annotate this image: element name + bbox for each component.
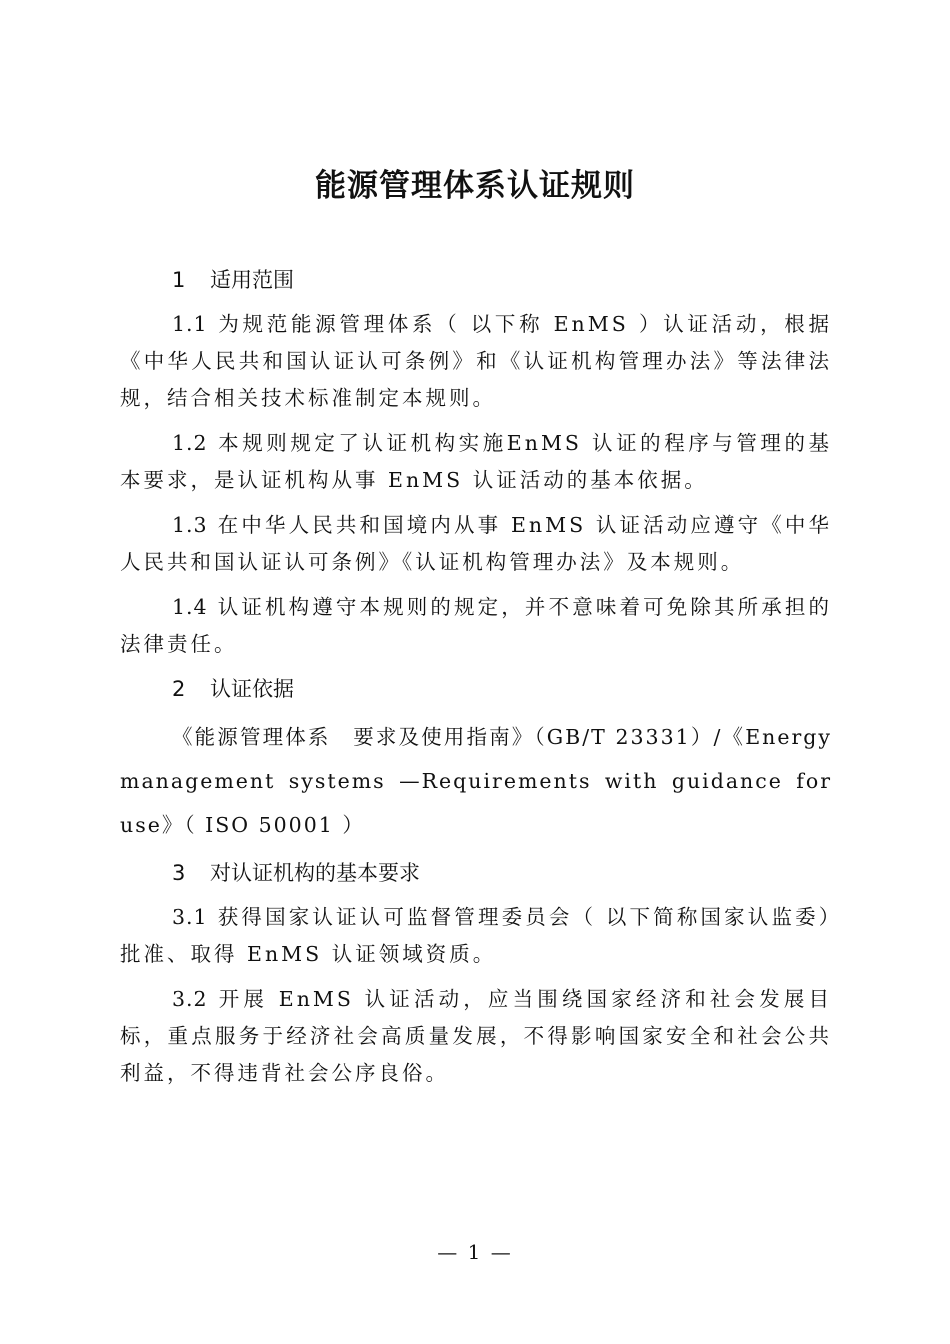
paragraph-number: 1.1 (172, 312, 208, 336)
paragraph-text: 在中华人民共和国境内从事 EnMS 认证活动应遵守《中华人民共和国认证认可条例》《认证机构管理办法》及本规则。 (120, 513, 832, 574)
paragraph-3-2 (120, 981, 832, 1092)
section-title: 适用范围 (210, 268, 294, 292)
section-title: 认证依据 (210, 677, 294, 701)
paragraph-number: 1.3 (172, 513, 208, 537)
page-number: — 1 — (437, 1240, 513, 1264)
paragraph-1-2 (120, 425, 832, 499)
section-heading-1 (120, 262, 832, 298)
paragraph-text: 为规范能源管理体系（ 以下称 EnMS ）认证活动，根据《中华人民共和国认证认可条例》和《认证机构管理办法》等法律法规，结合相关技术标准制定本规则。 (120, 312, 832, 410)
section-title: 对认证机构的基本要求 (210, 861, 420, 885)
paragraph-1-1 (120, 306, 832, 417)
certification-basis-text: 《能源管理体系 要求及使用指南》（GB/T 23331）/《Energy management systems —Requirements with guidance for use》（ ISO 50001 ） (120, 725, 832, 837)
paragraph-number: 3.2 (172, 987, 208, 1011)
paragraph-3-1 (120, 899, 832, 973)
paragraph-1-3 (120, 507, 832, 581)
paragraph-number: 1.2 (172, 431, 208, 455)
paragraph-text: 本规则规定了认证机构实施EnMS 认证的程序与管理的基本要求，是认证机构从事 EnMS 认证活动的基本依据。 (120, 431, 832, 492)
paragraph-number: 1.4 (172, 595, 208, 619)
section-number: 1 (172, 268, 186, 292)
section-heading-3 (120, 855, 832, 891)
paragraph-text: 认证机构遵守本规则的规定，并不意味着可免除其所承担的法律责任。 (120, 595, 832, 656)
paragraph-1-4 (120, 589, 832, 663)
paragraph-text: 获得国家认证认可监督管理委员会（ 以下简称国家认监委）批准、取得 EnMS 认证领域资质。 (120, 905, 832, 966)
section-number: 3 (172, 861, 186, 885)
section-heading-2 (120, 671, 832, 707)
section-number: 2 (172, 677, 186, 701)
paragraph-number: 3.1 (172, 905, 208, 929)
document-title: 能源管理体系认证规则 (315, 168, 635, 204)
document-body (120, 262, 832, 1100)
paragraph-text: 开展 EnMS 认证活动，应当围绕国家经济和社会发展目标，重点服务于经济社会高质量发展，不得影响国家安全和社会公共利益，不得违背社会公序良俗。 (120, 987, 832, 1085)
